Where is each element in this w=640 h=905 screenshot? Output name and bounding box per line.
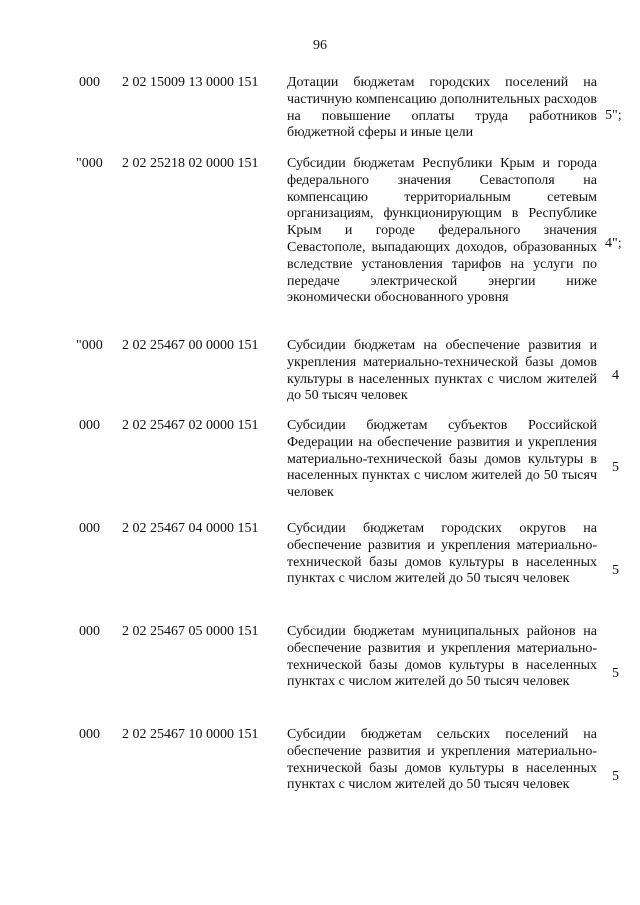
budget-code: 2 02 25218 02 0000 151 [122,156,259,171]
budget-code: 2 02 25467 00 0000 151 [122,338,259,353]
row-value: 5 [612,769,619,784]
row-value: 5"; [605,108,622,123]
row-description: Субсидии бюджетам на обеспечение развития и укрепления материально-технической базы домов культуры в населенных пунктах с числом жителей до 50 тысяч человек [287,338,597,404]
row-value: 5 [612,460,619,475]
row-value: 4 [612,368,619,383]
row-description: Субсидии бюджетам муниципальных районов на обеспечение развития и укрепления материально-технической базы домов культуры в населенных пунктах с числом жителей до 50 тысяч человек [287,624,597,690]
admin-code: "000 [76,156,103,171]
budget-code: 2 02 15009 13 0000 151 [122,75,259,90]
row-value: 4"; [605,236,622,251]
budget-code: 2 02 25467 04 0000 151 [122,521,259,536]
row-description: Субсидии бюджетам сельских поселений на обеспечение развития и укрепления материально-технической базы домов культуры в населенных пунктах с числом жителей до 50 тысяч человек [287,727,597,793]
admin-code: 000 [79,75,100,90]
budget-code: 2 02 25467 10 0000 151 [122,727,259,742]
row-value: 5 [612,563,619,578]
row-description: Субсидии бюджетам Республики Крым и города федерального значения Севастополя на компенсацию территориальным сетевым организациям, функционирующим в Республике Крым и городе федерального значения Севастополе, выпадающих доходов, образованных вследствие установления тарифов на услуги по передаче электрической энергии ниже экономически обоснованного уровня [287,156,597,306]
budget-code: 2 02 25467 02 0000 151 [122,418,259,433]
admin-code: 000 [79,418,100,433]
row-description: Дотации бюджетам городских поселений на частичную компенсацию дополнительных расходов на повышение оплаты труда работников бюджетной сферы и иные цели [287,75,597,141]
admin-code: 000 [79,727,100,742]
admin-code: "000 [76,338,103,353]
row-value: 5 [612,666,619,681]
admin-code: 000 [79,624,100,639]
row-description: Субсидии бюджетам субъектов Российской Федерации на обеспечение развития и укрепления материально-технической базы домов культуры в населенных пунктах с числом жителей до 50 тысяч человек [287,418,597,501]
admin-code: 000 [79,521,100,536]
budget-code: 2 02 25467 05 0000 151 [122,624,259,639]
row-description: Субсидии бюджетам городских округов на обеспечение развития и укрепления материально-технической базы домов культуры в населенных пунктах с числом жителей до 50 тысяч человек [287,521,597,587]
page-number: 96 [313,38,327,53]
